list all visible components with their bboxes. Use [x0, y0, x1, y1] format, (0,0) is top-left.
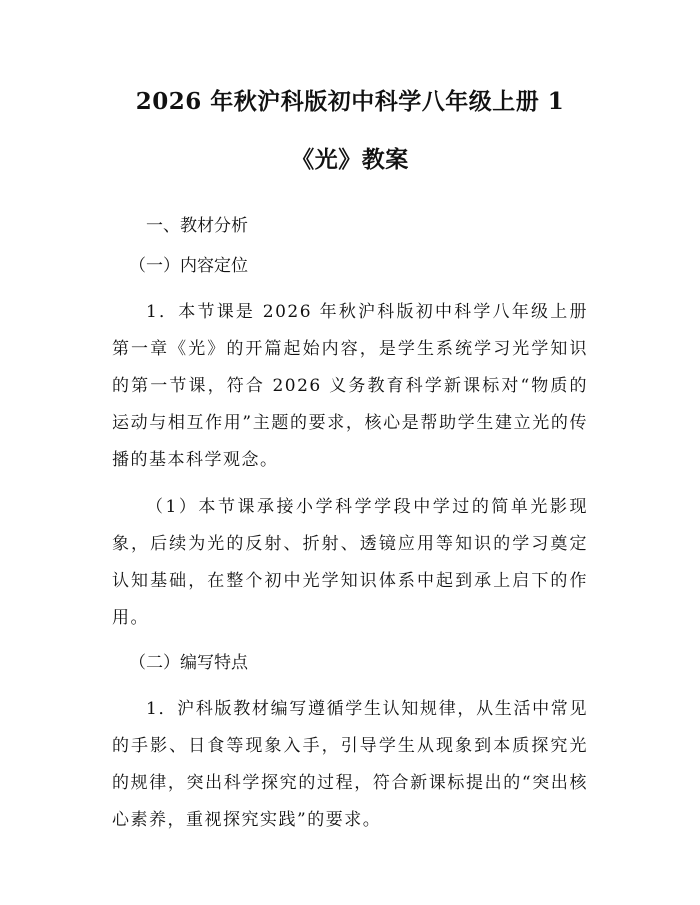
paragraph-writing-features: 1．沪科版教材编写遵循学生认知规律，从生活中常见的手影、日食等现象入手，引导学生从现象到本质探究光的规律，突出科学探究的过程，符合新课标提出的“突出核心素养，重视探究实践”的要求。 [112, 699, 588, 830]
document-title-line2: 《光》教案 [291, 146, 409, 173]
section-heading-textbook-analysis: 一、教材分析 [146, 216, 248, 236]
subsection-heading-writing-features: （二）编写特点 [129, 653, 248, 673]
paragraph-content-positioning: 1．本节课是 2026 年秋沪科版初中科学八年级上册第一章《光》的开篇起始内容，是学生系统学习光学知识的第一节课，符合 2026 义务教育科学新课标对“物质的运动与相互作用”主题的要求，核心是帮助学生建立光的传播的基本科学观念。 [112, 302, 588, 470]
subsection-heading-content-positioning: （一）内容定位 [129, 256, 248, 276]
paragraph-knowledge-connection: （1）本节课承接小学科学学段中学过的简单光影现象，后续为光的反射、折射、透镜应用等知识的学习奠定认知基础，在整个初中光学知识体系中起到承上启下的作用。 [112, 497, 588, 628]
document-title-line1: 2026 年秋沪科版初中科学八年级上册 1 [135, 88, 565, 115]
